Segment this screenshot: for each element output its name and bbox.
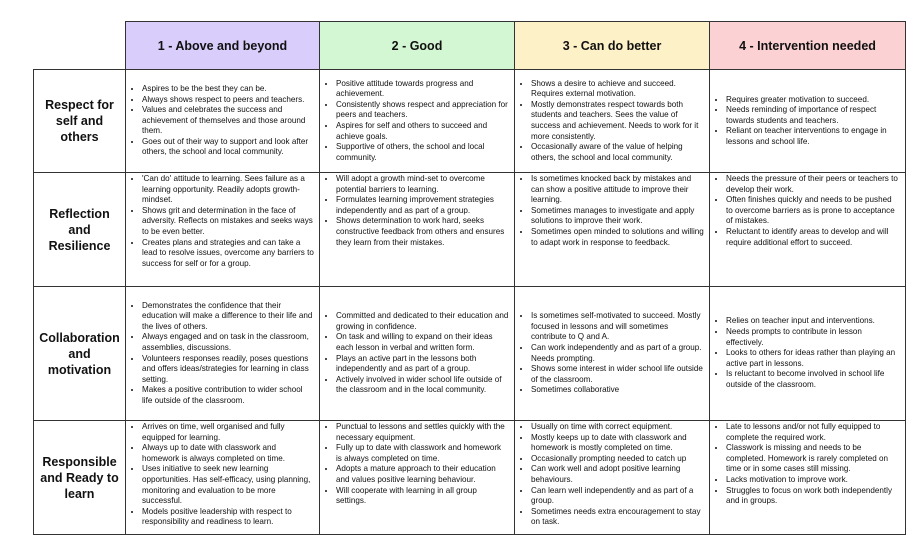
criteria-item: • Volunteers responses readily, poses questions and offers ideas/strategies for learning in class setting. [142, 354, 314, 386]
criteria-item: • Goes out of their way to support and look after others, the school and local community. [142, 137, 314, 158]
column-header-can-do-better: 3 - Can do better [515, 22, 710, 70]
rubric-cell-respect-can-do-better [515, 70, 710, 173]
criteria-item: • Struggles to focus on work both independently and in groups. [726, 486, 900, 507]
criteria-item: • Fully up to date with classwork and homework is always completed on time. [336, 443, 509, 464]
criteria-item: • Always up to date with classwork and homework is always completed on time. [142, 443, 314, 464]
behaviour-rubric-table [33, 21, 906, 535]
rubric-cell-collaboration-can-do-better [515, 287, 710, 421]
criteria-item: • Sometimes manages to investigate and apply solutions to improve their work. [531, 206, 704, 227]
criteria-item: • Will adopt a growth mind-set to overcome potential barriers to learning. [336, 174, 509, 195]
criteria-list [713, 316, 900, 390]
criteria-item: • Aspires to be the best they can be. [142, 84, 314, 95]
criteria-item: • Actively involved in wider school life outside of the classroom and in the local community. [336, 375, 509, 396]
criteria-list [323, 422, 509, 507]
criteria-item: • Occasionally prompting needed to catch up [531, 454, 704, 465]
criteria-list [713, 174, 900, 248]
row-header-line: learn [64, 486, 95, 501]
row-header-line: and [68, 346, 91, 361]
criteria-item: • Usually on time with correct equipment. [531, 422, 704, 433]
row-header-line: and [68, 222, 91, 237]
criteria-item: • Shows grit and determination in the face of adversity. Reflects on mistakes and seeks ways to be even better. [142, 206, 314, 238]
criteria-item: • Creates plans and strategies and can take a lead to resolve issues, overcome any barriers to success for self or for a group. [142, 238, 314, 270]
column-header-intervention-needed: 4 - Intervention needed [710, 22, 906, 70]
criteria-item: • Supportive of others, the school and local community. [336, 142, 509, 163]
row-header-line: Reflection [49, 206, 110, 221]
rubric-row-reflection [34, 173, 906, 287]
rubric-cell-responsible-can-do-better [515, 421, 710, 535]
criteria-list [323, 174, 509, 248]
criteria-item: • Reliant on teacher interventions to engage in lessons and school life. [726, 126, 900, 147]
rubric-cell-reflection-good [320, 173, 515, 287]
criteria-list [129, 84, 314, 158]
criteria-item: • Needs reminding of importance of respect towards students and teachers. [726, 105, 900, 126]
criteria-item: • Often finishes quickly and needs to be pushed to overcome barriers as is prone to acceptance of mistakes. [726, 195, 900, 227]
criteria-item: • Formulates learning improvement strategies independently and as part of a group. [336, 195, 509, 216]
column-header-good: 2 - Good [320, 22, 515, 70]
criteria-item: • Always shows respect to peers and teachers. [142, 95, 314, 106]
criteria-item: • Mostly demonstrates respect towards both students and teachers. Sees the value of success and achievement. Needs to work for it more consistently. [531, 100, 704, 142]
row-header-line: others [60, 130, 99, 144]
corner-cell [34, 22, 126, 70]
criteria-item: • Committed and dedicated to their education and growing in confidence. [336, 311, 509, 332]
criteria-item: • Always engaged and on task in the classroom, assemblies, discussions. [142, 332, 314, 353]
criteria-item: • 'Can do' attitude to learning. Sees failure as a learning opportunity. Readily adopts growth-mindset. [142, 174, 314, 206]
criteria-item: • Makes a positive contribution to wider school life outside of the classroom. [142, 385, 314, 406]
row-header-line: Collaboration [39, 330, 120, 345]
criteria-item: • Sometimes needs extra encouragement to stay on task. [531, 507, 704, 528]
criteria-item: • Sometimes collaborative [531, 385, 704, 396]
criteria-item: • On task and willing to expand on their ideas each lesson in verbal and written form. [336, 332, 509, 353]
row-header-line: Resilience [48, 238, 111, 253]
criteria-item: • Aspires for self and others to succeed and achieve goals. [336, 121, 509, 142]
rubric-cell-responsible-above-and-beyond [126, 421, 320, 535]
column-header-above-and-beyond: 1 - Above and beyond [126, 22, 320, 70]
criteria-item: • Looks to others for ideas rather than playing an active part in lessons. [726, 348, 900, 369]
criteria-item: • Needs prompts to contribute in lesson effectively. [726, 327, 900, 348]
criteria-list [518, 79, 704, 164]
criteria-item: • Is reluctant to become involved in school life outside of the classroom. [726, 369, 900, 390]
criteria-list [518, 174, 704, 248]
criteria-item: • Plays an active part in the lessons both independently and as part of a group. [336, 354, 509, 375]
row-header-line: Responsible [42, 454, 117, 469]
criteria-item: • Models positive leadership with respect to responsibility and readiness to learn. [142, 507, 314, 528]
criteria-item: • Values and celebrates the success and achievement of themselves and those around them. [142, 105, 314, 137]
criteria-item: • Adopts a mature approach to their education and values positive learning behaviour. [336, 464, 509, 485]
criteria-item: • Can work well and adopt positive learning behaviours. [531, 464, 704, 485]
criteria-item: • Consistently shows respect and appreciation for peers and teachers. [336, 100, 509, 121]
criteria-item: • Uses initiative to seek new learning opportunities. Has self-efficacy, using planning, monitoring and evaluation to be more successful. [142, 464, 314, 506]
rubric-row-respect [34, 70, 906, 173]
criteria-item: • Mostly keeps up to date with classwork and homework is mostly completed on time. [531, 433, 704, 454]
criteria-item: • Will cooperate with learning in all group settings. [336, 486, 509, 507]
criteria-item: • Relies on teacher input and interventions. [726, 316, 900, 327]
rubric-cell-responsible-good [320, 421, 515, 535]
rubric-cell-respect-good [320, 70, 515, 173]
criteria-list [129, 174, 314, 269]
criteria-list [518, 422, 704, 528]
row-header-collaboration [34, 287, 126, 421]
criteria-item: • Is sometimes self-motivated to succeed. Mostly focused in lessons and will sometimes contribute to Q and A. [531, 311, 704, 343]
row-header-respect [34, 70, 126, 173]
criteria-item: • Reluctant to identify areas to develop and will require additional effort to succeed. [726, 227, 900, 248]
rubric-cell-collaboration-good [320, 287, 515, 421]
rubric-cell-collaboration-intervention-needed [710, 287, 906, 421]
rubric-cell-reflection-above-and-beyond [126, 173, 320, 287]
criteria-item: • Lacks motivation to improve work. [726, 475, 900, 486]
rubric-cell-respect-above-and-beyond [126, 70, 320, 173]
row-header-responsible [34, 421, 126, 535]
rubric-cell-reflection-can-do-better [515, 173, 710, 287]
rubric-row-collaboration [34, 287, 906, 421]
criteria-list [713, 95, 900, 148]
criteria-item: • Positive attitude towards progress and achievement. [336, 79, 509, 100]
header-row [34, 22, 906, 70]
criteria-item: • Late to lessons and/or not fully equipped to complete the required work. [726, 422, 900, 443]
criteria-item: • Punctual to lessons and settles quickly with the necessary equipment. [336, 422, 509, 443]
row-header-line: and Ready to [40, 470, 119, 485]
row-header-reflection [34, 173, 126, 287]
rubric-cell-collaboration-above-and-beyond [126, 287, 320, 421]
criteria-item: • Demonstrates the confidence that their education will make a difference to their life and the lives of others. [142, 301, 314, 333]
criteria-item: • Is sometimes knocked back by mistakes and can show a positive attitude to improve their learning. [531, 174, 704, 206]
criteria-item: • Shows determination to work hard, seeks constructive feedback from others and ensures they learn from their mistakes. [336, 216, 509, 248]
criteria-item: • Sometimes open minded to solutions and willing to adapt work in response to feedback. [531, 227, 704, 248]
criteria-list [323, 311, 509, 396]
row-header-line: self and [55, 114, 104, 128]
criteria-list [129, 301, 314, 407]
criteria-item: • Shows a desire to achieve and succeed. Requires external motivation. [531, 79, 704, 100]
rubric-cell-reflection-intervention-needed [710, 173, 906, 287]
criteria-item: • Requires greater motivation to succeed. [726, 95, 900, 106]
criteria-list [518, 311, 704, 396]
criteria-list [129, 422, 314, 528]
rubric-cell-respect-intervention-needed [710, 70, 906, 173]
criteria-item: • Can work independently and as part of a group. Needs prompting. [531, 343, 704, 364]
criteria-list [323, 79, 509, 164]
criteria-item: • Can learn well independently and as part of a group. [531, 486, 704, 507]
row-header-line: Respect for [45, 98, 114, 112]
criteria-list [713, 422, 900, 507]
row-header-line: motivation [47, 362, 112, 377]
rubric-cell-responsible-intervention-needed [710, 421, 906, 535]
rubric-row-responsible [34, 421, 906, 535]
criteria-item: • Needs the pressure of their peers or teachers to develop their work. [726, 174, 900, 195]
criteria-item: • Occasionally aware of the value of helping others, the school and local community. [531, 142, 704, 163]
criteria-item: • Arrives on time, well organised and fully equipped for learning. [142, 422, 314, 443]
criteria-item: • Shows some interest in wider school life outside of the classroom. [531, 364, 704, 385]
criteria-item: • Classwork is missing and needs to be completed. Homework is rarely completed on time or in some cases still missing. [726, 443, 900, 475]
